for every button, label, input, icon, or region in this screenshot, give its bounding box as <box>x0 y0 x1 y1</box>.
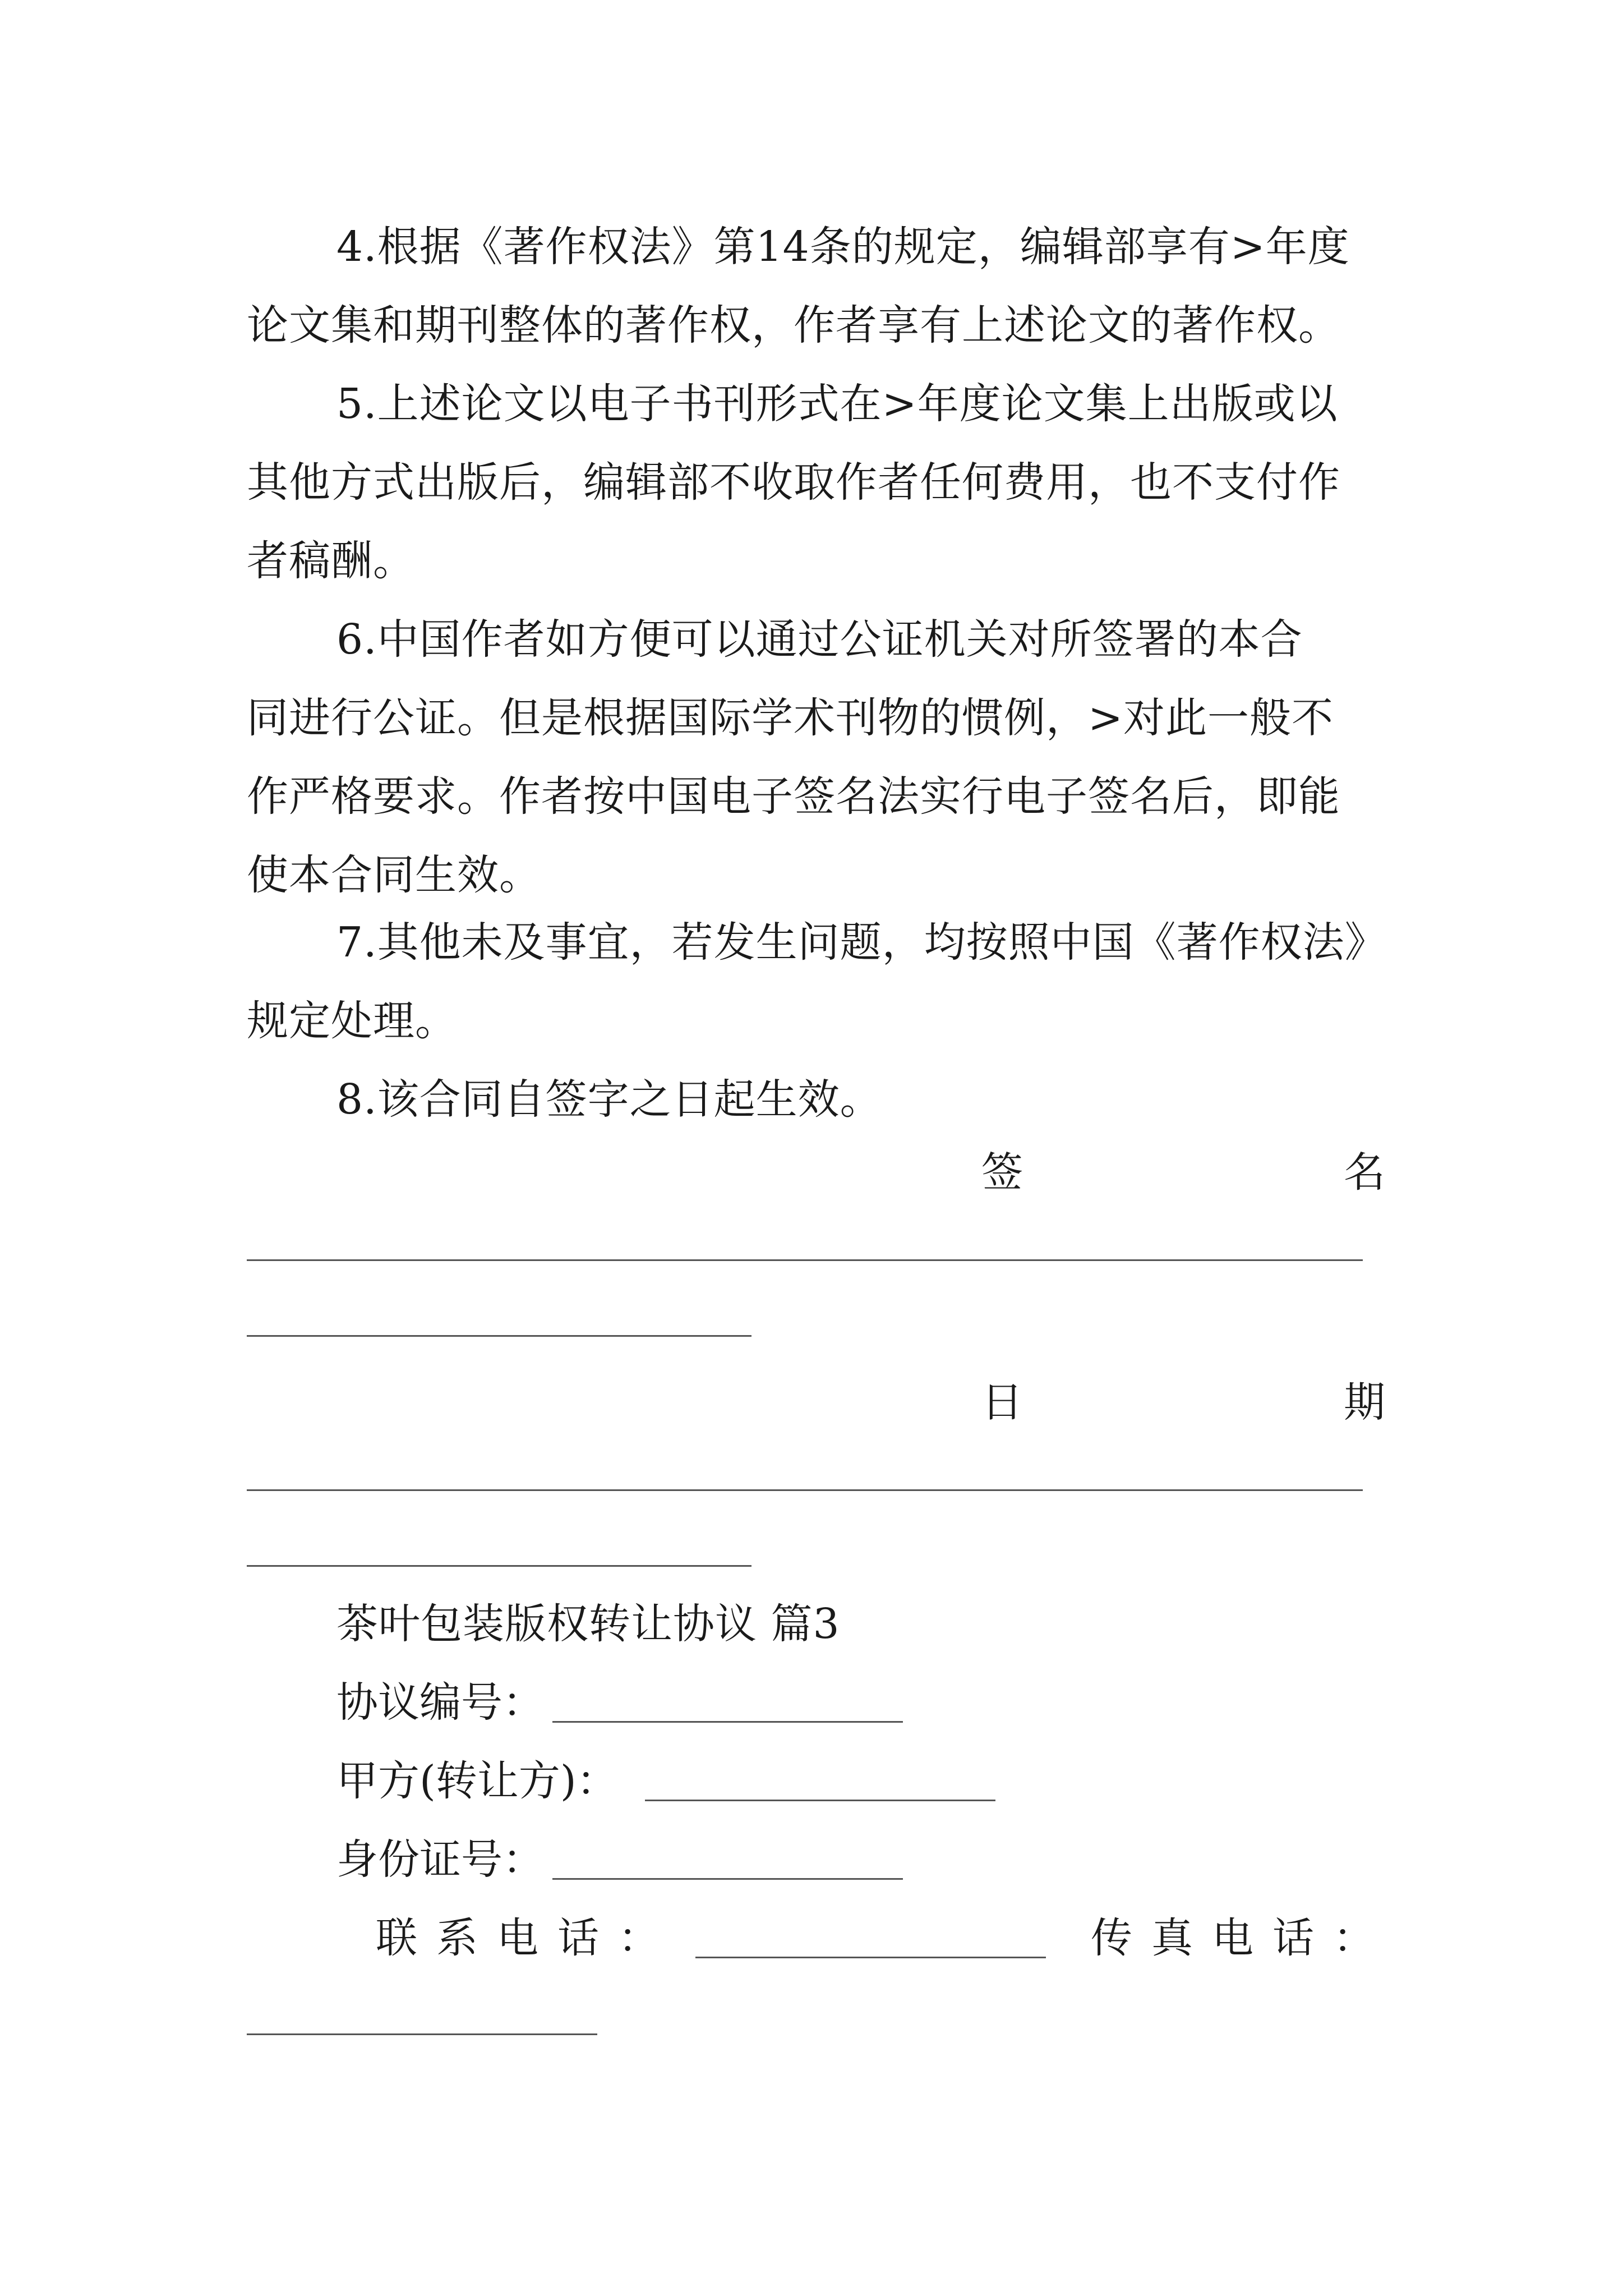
clause-6-line-1: 6.中国作者如方便可以通过公证机关对所签署的本合 <box>336 615 1303 664</box>
signature-blank-line-2[interactable] <box>247 1335 751 1337</box>
date-label <box>981 1374 1385 1430</box>
clause-7-line-2: 规定处理。 <box>247 997 457 1045</box>
signature-label-char-2: 名 <box>1344 1148 1385 1197</box>
clause-5-line-1: 5.上述论文以电子书刊形式在>年度论文集上出版或以 <box>336 380 1338 428</box>
clause-6-line-2: 同进行公证。但是根据国际学术刊物的惯例，>对此一般不 <box>247 694 1334 742</box>
phone-field[interactable] <box>695 1957 1046 1958</box>
signature-blank-line-1[interactable] <box>247 1259 1363 1261</box>
document-page <box>247 0 1394 2296</box>
id-number-label: 身份证号： <box>336 1835 544 1884</box>
clause-5-line-2: 其他方式出版后，编辑部不收取作者任何费用，也不支付作 <box>247 458 1340 507</box>
id-number-field[interactable] <box>552 1878 903 1880</box>
party-a-label: 甲方(转让方)： <box>336 1757 618 1805</box>
agreement-number-field[interactable] <box>552 1721 903 1723</box>
clause-4-line-2: 论文集和期刊整体的著作权，作者享有上述论文的著作权。 <box>247 301 1340 349</box>
party-a-field[interactable] <box>645 1800 995 1801</box>
date-blank-line-1[interactable] <box>247 1489 1363 1491</box>
clause-6-line-3: 作严格要求。作者按中国电子签名法实行电子签名后，即能 <box>247 772 1340 821</box>
date-label-char-2: 期 <box>1344 1378 1385 1427</box>
phone-label: 联系电话： <box>376 1914 679 1962</box>
date-blank-line-2[interactable] <box>247 1565 751 1567</box>
fax-label: 传真电话： <box>1091 1914 1394 1962</box>
clause-5-line-3: 者稿酬。 <box>247 537 415 585</box>
fax-field[interactable] <box>247 2033 597 2035</box>
clause-4-line-1: 4.根据《著作权法》第14条的规定，编辑部享有>年度 <box>336 223 1350 271</box>
signature-label-char-1: 签 <box>981 1148 1023 1197</box>
signature-label <box>981 1144 1385 1200</box>
section-3-title: 茶叶包装版权转让协议 篇3 <box>336 1600 840 1648</box>
clause-8-line-1: 8.该合同自签字之日起生效。 <box>336 1075 882 1124</box>
clause-7-line-1: 7.其他未及事宜，若发生问题，均按照中国《著作权法》 <box>336 918 1387 967</box>
agreement-number-label: 协议编号： <box>336 1678 544 1727</box>
clause-6-line-4: 使本合同生效。 <box>247 851 541 899</box>
date-label-char-1: 日 <box>981 1378 1023 1427</box>
